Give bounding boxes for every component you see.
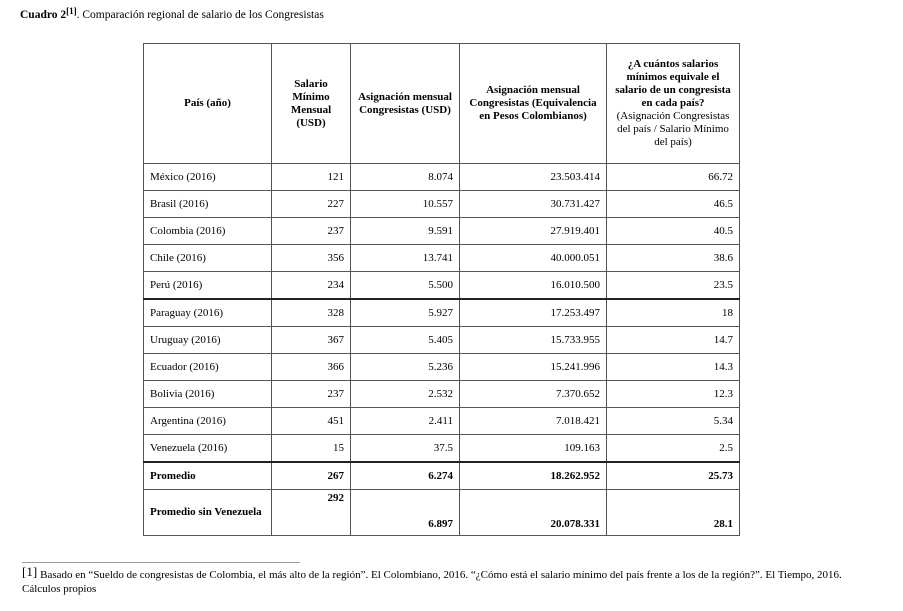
table-row bbox=[144, 408, 740, 435]
cell-min-wage: 328 bbox=[272, 299, 351, 327]
cell-allowance-cop: 15.733.955 bbox=[460, 327, 607, 354]
cell-country: Promedio bbox=[144, 462, 272, 490]
cell-ratio: 25.73 bbox=[607, 462, 740, 490]
cell-ratio: 66.72 bbox=[607, 164, 740, 191]
cell-allowance-usd: 5.927 bbox=[351, 299, 460, 327]
header-ratio-formula: (Asignación Congresistas del país / Salario Mínimo del país) bbox=[616, 110, 730, 148]
cell-min-wage: 451 bbox=[272, 408, 351, 435]
table-row bbox=[144, 299, 740, 327]
cell-min-wage: 121 bbox=[272, 164, 351, 191]
cell-allowance-usd: 5.236 bbox=[351, 354, 460, 381]
table-row bbox=[144, 191, 740, 218]
footnote-divider bbox=[22, 562, 300, 563]
caption-title: . Comparación regional de salario de los Congresistas bbox=[76, 9, 324, 21]
cell-min-wage: 367 bbox=[272, 327, 351, 354]
header-min-wage: Salario Mínimo Mensual (USD) bbox=[272, 44, 351, 164]
cell-ratio: 23.5 bbox=[607, 272, 740, 300]
cell-min-wage: 237 bbox=[272, 381, 351, 408]
cell-ratio: 5.34 bbox=[607, 408, 740, 435]
cell-country: Venezuela (2016) bbox=[144, 435, 272, 463]
cell-min-wage: 15 bbox=[272, 435, 351, 463]
cell-ratio: 2.5 bbox=[607, 435, 740, 463]
cell-min-wage: 366 bbox=[272, 354, 351, 381]
cell-country: Argentina (2016) bbox=[144, 408, 272, 435]
cell-country: Brasil (2016) bbox=[144, 191, 272, 218]
cell-allowance-cop: 16.010.500 bbox=[460, 272, 607, 300]
header-allowance-cop: Asignación mensual Congresistas (Equivalencia en Pesos Colombianos) bbox=[460, 44, 607, 164]
header-ratio bbox=[607, 44, 740, 164]
cell-allowance-cop: 7.370.652 bbox=[460, 381, 607, 408]
table-row bbox=[144, 435, 740, 463]
cell-allowance-usd: 9.591 bbox=[351, 218, 460, 245]
cell-country: Paraguay (2016) bbox=[144, 299, 272, 327]
table-row bbox=[144, 164, 740, 191]
cell-allowance-usd: 5.405 bbox=[351, 327, 460, 354]
cell-min-wage: 267 bbox=[272, 462, 351, 490]
footnote-ref[interactable]: [1] bbox=[22, 564, 38, 579]
header-row bbox=[144, 44, 740, 164]
cell-allowance-usd: 8.074 bbox=[351, 164, 460, 191]
cell-ratio: 46.5 bbox=[607, 191, 740, 218]
table-row bbox=[144, 327, 740, 354]
cell-allowance-cop: 20.078.331 bbox=[460, 490, 607, 536]
table-row bbox=[144, 354, 740, 381]
cell-allowance-cop: 7.018.421 bbox=[460, 408, 607, 435]
footnote bbox=[22, 564, 882, 596]
salary-comparison-table bbox=[143, 43, 740, 536]
table-row bbox=[144, 272, 740, 300]
caption-footnote-ref[interactable]: [1] bbox=[66, 6, 77, 16]
cell-country: México (2016) bbox=[144, 164, 272, 191]
cell-allowance-cop: 18.262.952 bbox=[460, 462, 607, 490]
cell-allowance-usd: 13.741 bbox=[351, 245, 460, 272]
caption-label: Cuadro 2 bbox=[20, 9, 67, 21]
cell-allowance-usd: 10.557 bbox=[351, 191, 460, 218]
cell-ratio: 14.7 bbox=[607, 327, 740, 354]
cell-allowance-cop: 17.253.497 bbox=[460, 299, 607, 327]
cell-country: Chile (2016) bbox=[144, 245, 272, 272]
cell-allowance-usd: 6.274 bbox=[351, 462, 460, 490]
cell-country: Promedio sin Venezuela bbox=[144, 490, 272, 536]
cell-allowance-cop: 27.919.401 bbox=[460, 218, 607, 245]
cell-ratio: 18 bbox=[607, 299, 740, 327]
header-ratio-question: ¿A cuántos salarios mínimos equivale el salario de un congresista en cada país? bbox=[615, 58, 731, 109]
cell-allowance-usd: 37.5 bbox=[351, 435, 460, 463]
average-row bbox=[144, 462, 740, 490]
cell-ratio: 28.1 bbox=[607, 490, 740, 536]
cell-min-wage: 227 bbox=[272, 191, 351, 218]
cell-country: Perú (2016) bbox=[144, 272, 272, 300]
table-row bbox=[144, 381, 740, 408]
cell-country: Uruguay (2016) bbox=[144, 327, 272, 354]
table-caption bbox=[20, 6, 324, 21]
cell-country: Bolivia (2016) bbox=[144, 381, 272, 408]
header-country: País (año) bbox=[144, 44, 272, 164]
header-allowance-usd: Asignación mensual Congresistas (USD) bbox=[351, 44, 460, 164]
cell-allowance-cop: 109.163 bbox=[460, 435, 607, 463]
footnote-text: Basado en “Sueldo de congresistas de Colombia, el más alto de la región”. El Colombiano, 2016. “¿Cómo está el salario mínimo del país frente a los de la región?”. El Tiempo, 2016. Cálculos propios bbox=[22, 569, 842, 595]
table-row bbox=[144, 245, 740, 272]
cell-allowance-usd: 2.532 bbox=[351, 381, 460, 408]
cell-country: Colombia (2016) bbox=[144, 218, 272, 245]
cell-ratio: 38.6 bbox=[607, 245, 740, 272]
average-no-venezuela-row bbox=[144, 490, 740, 536]
cell-ratio: 12.3 bbox=[607, 381, 740, 408]
cell-allowance-usd: 6.897 bbox=[351, 490, 460, 536]
cell-min-wage: 356 bbox=[272, 245, 351, 272]
cell-allowance-usd: 2.411 bbox=[351, 408, 460, 435]
cell-allowance-cop: 15.241.996 bbox=[460, 354, 607, 381]
cell-min-wage: 237 bbox=[272, 218, 351, 245]
cell-country: Ecuador (2016) bbox=[144, 354, 272, 381]
cell-min-wage: 292 bbox=[272, 490, 351, 536]
cell-allowance-cop: 30.731.427 bbox=[460, 191, 607, 218]
cell-ratio: 40.5 bbox=[607, 218, 740, 245]
table-row bbox=[144, 218, 740, 245]
cell-allowance-usd: 5.500 bbox=[351, 272, 460, 300]
cell-min-wage: 234 bbox=[272, 272, 351, 300]
cell-allowance-cop: 40.000.051 bbox=[460, 245, 607, 272]
cell-allowance-cop: 23.503.414 bbox=[460, 164, 607, 191]
cell-ratio: 14.3 bbox=[607, 354, 740, 381]
